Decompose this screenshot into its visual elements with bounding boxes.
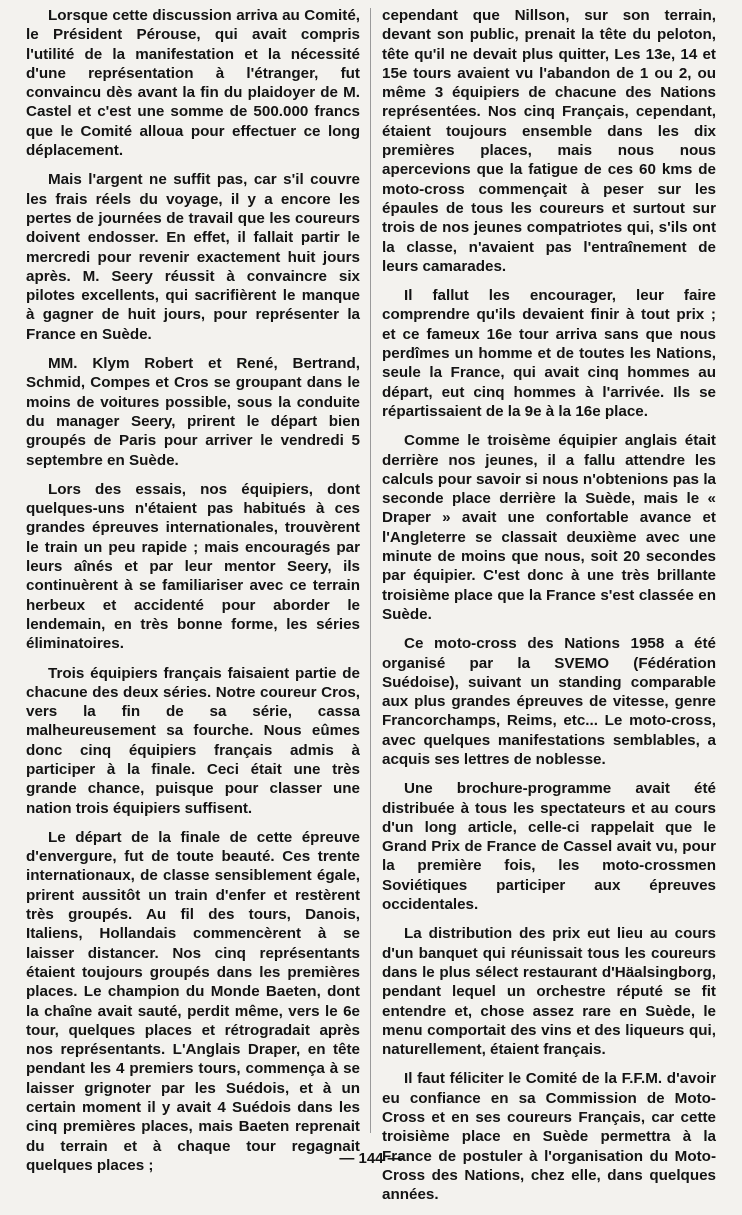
paragraph-continued: cependant que Nillson, sur son terrain, devant son public, prenait la tête du peloton, tête qu'il ne devait plus quitter, Les 13e, 14 et 15e tours avaient vu l'abandon de 1 ou 2, ou même 3 équipiers de chacune des Nations représentées. Nos cinq Français, cependant, étaient toujours ensemble dans les dix premières places, mais nous nous apercevions que la fatigue de ces 60 kms de moto-cross commençait à peser sur les épaules de tous les coureurs et surtout sur trois de nos jeunes compatriotes qui, s'ils ont la classe, n'avaient pas l'entraînement de leurs camarades. — [382, 7, 716, 275]
paragraph: Le départ de la finale de cette épreuve d'envergure, fut de toute beauté. Ces trente internationaux, de classe sensiblement égale, prirent aussitôt un train d'enfer et restèrent très groupés. Au fil des tours, Danois, Italiens, Hollandais commencèrent à se laisser distancer. Nos cinq représentants étaient toujours groupés dans les premières places. Le champion du Monde Baeten, dont la chaîne avait sauté, perdit même, vers le 6e tour, quelques places et rétrogradait après nos représentants. L'Anglais Draper, en tête pendant les 4 premiers tours, commença à se laisser grignoter par les Suédois, et à un certain moment il y avait 4 Suédois dans les cinq premières places, mais Baeten reprenait du terrain et à chaque tour regagnait quelques places ; — [26, 828, 360, 1174]
column-divider — [370, 8, 371, 1133]
paragraph: Comme le troisème équipier anglais était derrière nos jeunes, il a fallu attendre les calculs pour savoir si nous n'obtenions pas la seconde place derrière la Suède, mais le « Draper » avait une confortable avance et l'Angleterre se classait deuxième avec une minute de moins que nous, soit 20 secondes par équipier. C'est donc à une très brillante troisième place que la France s'est classée en Suède. — [382, 432, 716, 623]
paragraph: La distribution des prix eut lieu au cours d'un banquet qui réunissait tous les coureurs dans le plus sélect restaurant d'Häalsingborg, pendant lequel un orchestre réputé se fit entendre et, chose assez rare en Suède, le menu comportait des vins et des liqueurs qui, naturellement, étaient français. — [382, 925, 716, 1059]
paragraph: MM. Klym Robert et René, Bertrand, Schmid, Compes et Cros se groupant dans le moins de voitures possible, sous la conduite du manager Seery, prirent le départ bien groupés de Paris pour arriver le vendredi 5 septembre en Suède. — [26, 355, 360, 469]
paragraph: Il fallut les encourager, leur faire comprendre qu'ils devaient finir à tout prix ; et ce fameux 16e tour arriva sans que nous perdîmes un homme et de toutes les Nations, seule la France, qui avait cinq hommes au départ, eut cinq hommes à l'arrivée. Ils se répartissaient de la 9e à la 16e place. — [382, 287, 716, 420]
paragraph: Lors des essais, nos équipiers, dont quelques-uns n'étaient pas habitués à ces grandes épreuves internationales, trouvèrent le train un peu rapide ; mais encouragés par leurs aînés et par leur mentor Seery, ils continuèrent à se familiariser avec ce terrain herbeux et accidenté pour aborder le lendemain, en très bonne forme, les séries éliminatoires. — [26, 480, 360, 653]
article-column-right — [382, 6, 716, 1215]
article-column-left — [26, 6, 360, 1185]
paragraph: Ce moto-cross des Nations 1958 a été organisé par la SVEMO (Fédération Suédoise), suivant un standing comparable aux plus grandes épreuves de vitesse, genre Francorchamps, Reims, etc... Le moto-cross, avec quelques manifestations semblables, a acquis ses lettres de noblesse. — [382, 635, 716, 768]
page-number: — 144 — — [339, 1150, 403, 1167]
paragraph: Une brochure-programme avait été distribuée à tous les spectateurs et au cours d'un long article, celle-ci rappelait que le Grand Prix de France de Cassel avait vu, pour la première fois, les moto-crossmen Soviétiques participer aux épreuves occidentales. — [382, 780, 716, 914]
paragraph: Il faut féliciter le Comité de la F.F.M. d'avoir eu confiance en sa Commission de Moto-Cross et en ses coureurs Français, car cette troisième place en Suède permettra à la France de postuler à l'organisation du Moto-Cross des Nations, chez elle, dans quelques années. — [382, 1070, 716, 1204]
paragraph: Trois équipiers français faisaient partie de chacune des deux séries. Notre coureur Cros, vers la fin de sa série, cassa malheureusement sa fourche. Nous eûmes donc cinq équipiers français admis à participer à la finale. Ceci était une très grande chance, puisque pour classer une nation trois équipiers suffisent. — [26, 664, 360, 817]
paragraph: Mais l'argent ne suffit pas, car s'il couvre les frais réels du voyage, il y a encore les pertes de journées de travail que les coureurs doivent endosser. En effet, il fallait partir le mercredi pour revenir exactement huit jours après. M. Seery réussit à convaincre six pilotes excellents, qui sacrifièrent le manque à gagner de huit jours, pour représenter la France en Suède. — [26, 171, 360, 343]
paragraph: Lorsque cette discussion arriva au Comité, le Président Pérouse, qui avait compris l'utilité de la manifestation et la nécessité d'une représentation à l'étranger, fut convaincu dès avant la fin du plaidoyer de M. Castel et c'est une somme de 500.000 francs que le Comité alloua pour effectuer ce long déplacement. — [26, 7, 360, 160]
